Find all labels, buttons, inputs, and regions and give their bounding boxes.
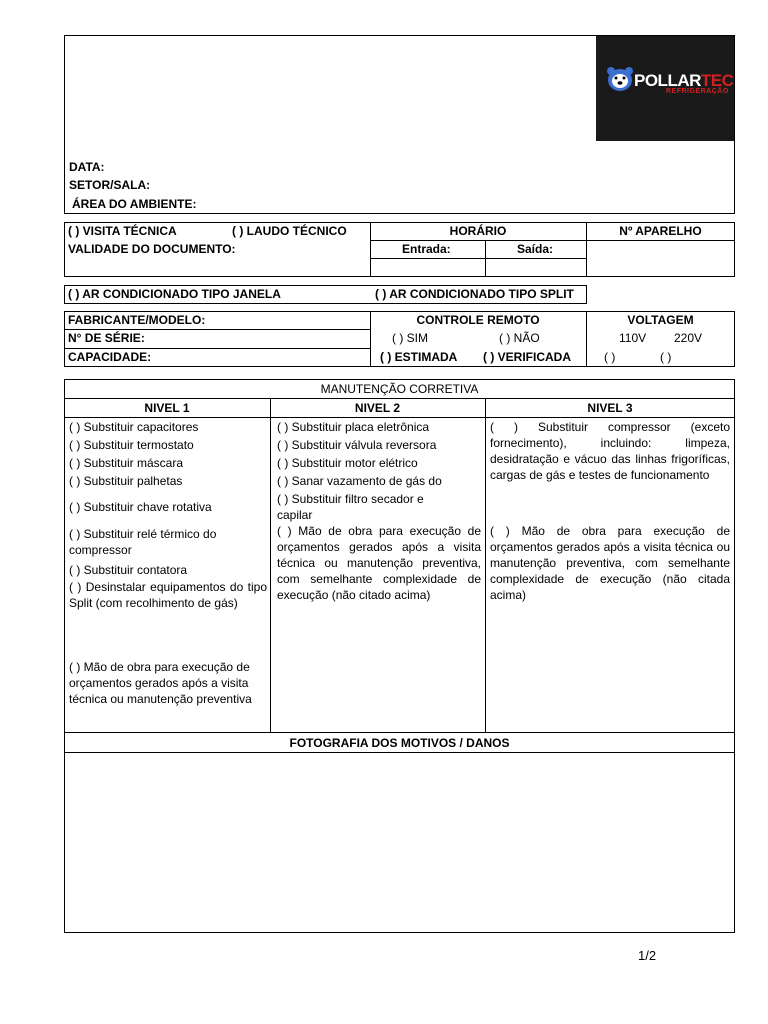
serie-label: N° DE SÉRIE: [68,331,145,345]
date-label: DATA: [69,160,105,174]
capacidade-estimada-option[interactable]: ( ) ESTIMADA [380,350,458,364]
controle-sim-option[interactable]: ( ) SIM [392,331,428,345]
entrada-label: Entrada: [402,242,451,256]
voltagem-header: VOLTAGEM [627,313,694,327]
n2-item-valvula[interactable]: ( ) Substituir válvula reversora [277,438,437,452]
n1-item-termostato[interactable]: ( ) Substituir termostato [69,438,194,452]
logo-wordmark: POLLARTEC [634,71,734,90]
manutencao-title: MANUTENÇÃO CORRETIVA [320,382,479,396]
laudo-tecnico-option[interactable]: ( ) LAUDO TÉCNICO [232,224,347,238]
n1-item-palhetas[interactable]: ( ) Substituir palhetas [69,474,183,488]
n1-item-contatora[interactable]: ( ) Substituir contatora [69,563,188,577]
capacidade-label: CAPACIDADE: [68,350,152,364]
n3-item-compressor[interactable]: ( ) Substituir compressor (exceto fornecimento), incluindo: limpeza, desidratação e vácuo das linhas frigoríficas, cargas de gás e testes de funcionamento [490,420,730,482]
area-label: ÁREA DO AMBIENTE: [72,197,197,211]
saida-label: Saída: [517,242,554,256]
n2-item-mao-de-obra[interactable]: ( ) Mão de obra para execução de orçamentos gerados após a visita técnica ou manutenção preventiva, com semelhante complexidade de execução (não citado acima) [277,524,481,602]
voltage-220-label: 220V [674,331,703,345]
fotografia-title: FOTOGRAFIA DOS MOTIVOS / DANOS [289,736,510,750]
n2-item-placa[interactable]: ( ) Substituir placa eletrônica [277,420,430,434]
fabricante-label: FABRICANTE/MODELO: [68,313,206,327]
n1-item-mascara[interactable]: ( ) Substituir máscara [69,456,184,470]
n1-item-chave-rotativa[interactable]: ( ) Substituir chave rotativa [69,500,212,514]
n2-item-motor[interactable]: ( ) Substituir motor elétrico [277,456,418,470]
controle-remoto-header: CONTROLE REMOTO [416,313,540,327]
n1-item-mao-de-obra[interactable]: ( ) Mão de obra para execução de orçamentos gerados após a visita técnica ou manutenção preventiva [69,660,252,706]
company-logo [596,36,734,141]
validade-label: VALIDADE DO DOCUMENTO: [68,242,236,256]
controle-nao-option[interactable]: ( ) NÃO [499,331,540,345]
nivel3-header: NIVEL 3 [587,401,633,415]
capacidade-verificada-option[interactable]: ( ) VERIFICADA [483,350,571,364]
n2-item-vazamento[interactable]: ( ) Sanar vazamento de gás do [277,474,442,488]
logo-subtitle: REFRIGERAÇÃO [666,88,729,95]
n1-item-capacitores[interactable]: ( ) Substituir capacitores [69,420,199,434]
sector-label: SETOR/SALA: [69,178,151,192]
n1-item-rele-termico[interactable]: ( ) Substituir relé térmico do compressor [69,527,217,557]
ac-split-option[interactable]: ( ) AR CONDICIONADO TIPO SPLIT [375,287,574,301]
ac-janela-option[interactable]: ( ) AR CONDICIONADO TIPO JANELA [68,287,281,301]
visita-tecnica-option[interactable]: ( ) VISITA TÉCNICA [68,224,177,238]
fotografia-area[interactable] [65,753,734,932]
voltage-220-checkbox[interactable]: ( ) [660,350,672,364]
aparelho-header: Nº APARELHO [619,224,702,238]
n2-item-filtro[interactable]: ( ) Substituir filtro secador e capilar [277,492,424,522]
page-number: 1/2 [638,948,657,963]
bear-head-icon [606,66,634,92]
voltage-110-label: 110V [619,331,647,345]
horario-header: HORÁRIO [449,224,507,238]
nivel2-header: NIVEL 2 [354,401,401,415]
n1-item-desinstalar[interactable]: ( ) Desinstalar equipamentos do tipo Split (com recolhimento de gás) [69,580,267,610]
nivel1-header: NIVEL 1 [144,401,190,415]
n3-item-mao-de-obra[interactable]: ( ) Mão de obra para execução de orçamentos gerados após a visita técnica ou manutenção preventiva, com semelhante complexidade de execução (não citada acima) [490,524,730,602]
voltage-110-checkbox[interactable]: ( ) [604,350,616,364]
